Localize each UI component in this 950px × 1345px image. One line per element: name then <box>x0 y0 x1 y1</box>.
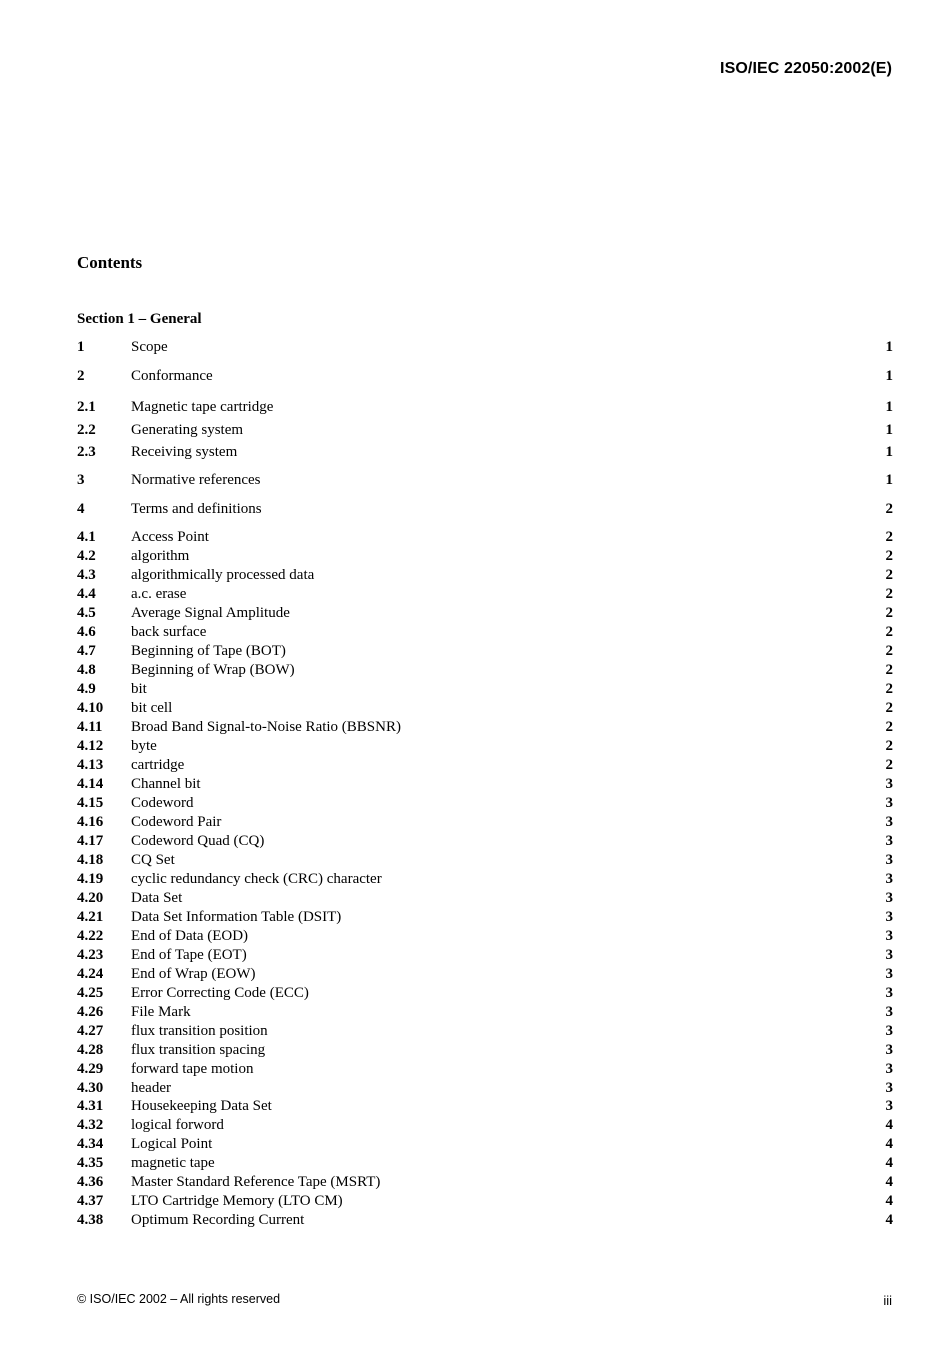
toc-entry-page: 1 <box>885 444 893 460</box>
toc-entry-number: 4.12 <box>77 738 104 754</box>
toc-entry[interactable] <box>77 1097 893 1116</box>
toc-entry-title: Magnetic tape cartridge <box>131 399 274 415</box>
toc-entry[interactable] <box>77 1154 893 1173</box>
toc-entry[interactable] <box>77 851 893 870</box>
toc-entry-page: 2 <box>885 548 893 564</box>
toc-entry[interactable] <box>77 585 893 604</box>
toc-entry-number: 4.1 <box>77 529 96 545</box>
toc-entry-page: 2 <box>885 624 893 640</box>
toc-entry-title: Conformance <box>131 368 213 384</box>
section-heading: Section 1 – General <box>77 311 202 327</box>
toc-entry-title: back surface <box>131 624 207 640</box>
toc-entry-title: bit <box>131 681 147 697</box>
toc-entry-title: algorithm <box>131 548 190 564</box>
toc-entry-title: algorithmically processed data <box>131 567 315 583</box>
toc-entry[interactable] <box>77 528 893 547</box>
toc-entry-page: 3 <box>885 1098 893 1114</box>
toc-entry-title: End of Tape (EOT) <box>131 947 247 963</box>
toc-entry-number: 4.24 <box>77 966 104 982</box>
toc-entry[interactable] <box>77 813 893 832</box>
toc-entry[interactable] <box>77 661 893 680</box>
toc-entry-page: 4 <box>885 1193 893 1209</box>
toc-entry-page: 3 <box>885 890 893 906</box>
toc-entry-number: 4 <box>77 501 85 517</box>
toc-entry[interactable] <box>77 870 893 889</box>
toc-entry[interactable] <box>77 794 893 813</box>
toc-entry-title: End of Data (EOD) <box>131 928 249 944</box>
toc-entry-page: 4 <box>885 1117 893 1133</box>
toc-entry[interactable] <box>77 1041 893 1060</box>
toc-entry-number: 4.35 <box>77 1155 104 1171</box>
toc-entry-page: 2 <box>885 757 893 773</box>
toc-entry[interactable] <box>77 965 893 984</box>
toc-entry-page: 3 <box>885 833 893 849</box>
toc-entry-number: 4.2 <box>77 548 96 564</box>
toc-entry-number: 4.11 <box>77 719 103 735</box>
toc-entry-title: Access Point <box>131 529 209 545</box>
toc-entry-number: 4.9 <box>77 681 96 697</box>
toc-entry-number: 2.2 <box>77 422 96 438</box>
toc-entry[interactable] <box>77 832 893 851</box>
toc-entry-title: Beginning of Tape (BOT) <box>131 643 286 659</box>
toc-entry-page: 2 <box>885 529 893 545</box>
toc-entry[interactable] <box>77 889 893 908</box>
toc-entry[interactable] <box>77 367 893 386</box>
toc-entry-number: 1 <box>77 339 85 355</box>
toc-entry-title: Data Set Information Table (DSIT) <box>131 909 342 925</box>
contents-title: Contents <box>77 253 143 272</box>
toc-entry-number: 4.5 <box>77 605 96 621</box>
toc-entry-number: 4.30 <box>77 1080 104 1096</box>
toc-entry-number: 4.14 <box>77 776 104 792</box>
toc-entry[interactable] <box>77 908 893 927</box>
toc-entry-number: 4.23 <box>77 947 104 963</box>
toc-entry-number: 4.29 <box>77 1061 104 1077</box>
toc-entry-page: 3 <box>885 1061 893 1077</box>
toc-entry-title: Scope <box>131 339 168 355</box>
toc-entry-number: 4.32 <box>77 1117 104 1133</box>
toc-entry-page: 4 <box>885 1212 893 1228</box>
toc-entry-title: Receiving system <box>131 444 238 460</box>
toc-entry[interactable] <box>77 338 893 357</box>
toc-entry-title: Codeword Quad (CQ) <box>131 833 265 849</box>
toc-entry-title: LTO Cartridge Memory (LTO CM) <box>131 1193 343 1209</box>
toc-entry-page: 3 <box>885 814 893 830</box>
toc-entry[interactable] <box>77 1003 893 1022</box>
toc-entry[interactable] <box>77 680 893 699</box>
toc-entry-title: logical forword <box>131 1117 224 1133</box>
toc-entry-title: magnetic tape <box>131 1155 215 1171</box>
toc-entry-title: Average Signal Amplitude <box>131 605 290 621</box>
toc-entry-title: Beginning of Wrap (BOW) <box>131 662 295 678</box>
toc-entry-page: 2 <box>885 719 893 735</box>
toc-entry[interactable] <box>77 1192 893 1211</box>
toc-entry-title: Terms and definitions <box>131 501 262 517</box>
toc-entry-title: a.c. erase <box>131 586 187 602</box>
toc-entry-number: 4.38 <box>77 1212 104 1228</box>
toc-entry-number: 4.25 <box>77 985 104 1001</box>
toc-entry-page: 3 <box>885 1042 893 1058</box>
toc-entry[interactable] <box>77 1116 893 1135</box>
toc-entry-page: 2 <box>885 681 893 697</box>
toc-entry[interactable] <box>77 443 893 462</box>
toc-entry[interactable] <box>77 1173 893 1192</box>
toc-entry[interactable] <box>77 984 893 1003</box>
toc-entry-page: 2 <box>885 501 893 517</box>
toc-entry-title: Normative references <box>131 472 261 488</box>
toc-entry-title: bit cell <box>131 700 173 716</box>
toc-entry-title: Channel bit <box>131 776 201 792</box>
toc-entry-number: 4.26 <box>77 1004 104 1020</box>
toc-entry-number: 4.8 <box>77 662 96 678</box>
toc-entry[interactable] <box>77 756 893 775</box>
toc-entry[interactable] <box>77 547 893 566</box>
toc-entry-number: 2.1 <box>77 399 96 415</box>
toc-entry-number: 4.6 <box>77 624 96 640</box>
toc-entry-page: 1 <box>885 399 893 415</box>
toc-entry-page: 3 <box>885 852 893 868</box>
toc-entry-number: 4.4 <box>77 586 96 602</box>
toc-entry-title: File Mark <box>131 1004 191 1020</box>
toc-entry-page: 4 <box>885 1174 893 1190</box>
toc-entry[interactable] <box>77 1079 893 1098</box>
toc-entry-title: End of Wrap (EOW) <box>131 966 256 982</box>
toc-entry[interactable] <box>77 775 893 794</box>
toc-entry-page: 3 <box>885 966 893 982</box>
toc-entry-number: 4.17 <box>77 833 104 849</box>
toc-entry-page: 3 <box>885 776 893 792</box>
toc-entry-number: 4.18 <box>77 852 104 868</box>
toc-entry-title: flux transition position <box>131 1023 268 1039</box>
toc-entry[interactable] <box>77 398 893 417</box>
toc-entry-page: 2 <box>885 738 893 754</box>
toc-entry-title: flux transition spacing <box>131 1042 266 1058</box>
toc-entry-number: 4.28 <box>77 1042 104 1058</box>
toc-entry-page: 1 <box>885 422 893 438</box>
toc-entry-number: 4.16 <box>77 814 104 830</box>
toc-entry[interactable] <box>77 566 893 585</box>
toc-entry-page: 3 <box>885 1004 893 1020</box>
toc-entry-title: cartridge <box>131 757 185 773</box>
toc-entry[interactable] <box>77 946 893 965</box>
toc-entry-title: Broad Band Signal-to-Noise Ratio (BBSNR) <box>131 719 401 735</box>
toc-entry-title: Generating system <box>131 422 244 438</box>
toc-entry-title: Logical Point <box>131 1136 213 1152</box>
toc-entry-number: 4.21 <box>77 909 104 925</box>
toc-entry-page: 3 <box>885 947 893 963</box>
toc-entry-page: 3 <box>885 909 893 925</box>
toc-entry-number: 4.37 <box>77 1193 104 1209</box>
toc-entry-page: 1 <box>885 339 893 355</box>
toc-entry-page: 2 <box>885 662 893 678</box>
toc-entry[interactable] <box>77 604 893 623</box>
toc-entry-number: 4.7 <box>77 643 96 659</box>
toc-entry-page: 3 <box>885 1080 893 1096</box>
document-id: ISO/IEC 22050:2002(E) <box>720 60 892 77</box>
footer-copyright: © ISO/IEC 2002 – All rights reserved <box>77 1292 281 1306</box>
toc-entry[interactable] <box>77 1060 893 1079</box>
toc-entry-title: Master Standard Reference Tape (MSRT) <box>131 1174 381 1190</box>
toc-entry[interactable] <box>77 1211 893 1230</box>
toc-entry-number: 3 <box>77 472 85 488</box>
toc-entry[interactable] <box>77 623 893 642</box>
toc-entry-number: 4.34 <box>77 1136 104 1152</box>
toc-entry-number: 4.22 <box>77 928 104 944</box>
toc-entry-page: 3 <box>885 985 893 1001</box>
toc-entry[interactable] <box>77 737 893 756</box>
toc-entry-page: 2 <box>885 605 893 621</box>
toc-entry-title: Data Set <box>131 890 183 906</box>
toc-entry-page: 2 <box>885 643 893 659</box>
toc-entry-title: Optimum Recording Current <box>131 1212 305 1228</box>
toc-entry-number: 4.10 <box>77 700 104 716</box>
toc-entry-page: 3 <box>885 871 893 887</box>
toc-entry-page: 4 <box>885 1155 893 1171</box>
toc-entry-number: 4.15 <box>77 795 104 811</box>
toc-entry-number: 4.20 <box>77 890 104 906</box>
toc-entry-title: Housekeeping Data Set <box>131 1098 272 1114</box>
toc-entry-number: 4.27 <box>77 1023 104 1039</box>
toc-entry-page: 3 <box>885 928 893 944</box>
toc-entry-number: 4.19 <box>77 871 104 887</box>
toc-entry-title: Codeword Pair <box>131 814 222 830</box>
toc-entry-number: 2.3 <box>77 444 96 460</box>
toc-entry[interactable] <box>77 718 893 737</box>
toc-entry-number: 4.3 <box>77 567 96 583</box>
toc-entry-title: header <box>131 1080 171 1096</box>
toc-entry-title: byte <box>131 738 157 754</box>
toc-entry-page: 1 <box>885 368 893 384</box>
toc-entry-page: 3 <box>885 1023 893 1039</box>
toc-entry-title: cyclic redundancy check (CRC) character <box>131 871 382 887</box>
footer-page-number: iii <box>883 1293 892 1308</box>
toc-entry[interactable] <box>77 1022 893 1041</box>
toc-entry-page: 2 <box>885 586 893 602</box>
toc-entry-page: 3 <box>885 795 893 811</box>
toc-entry[interactable] <box>77 699 893 718</box>
toc-entry-number: 4.36 <box>77 1174 104 1190</box>
toc-entry-page: 2 <box>885 700 893 716</box>
toc-entry-title: Error Correcting Code (ECC) <box>131 985 309 1001</box>
toc-entry-number: 2 <box>77 368 85 384</box>
toc-entry-number: 4.31 <box>77 1098 104 1114</box>
toc-entry[interactable] <box>77 927 893 946</box>
toc-entry[interactable] <box>77 642 893 661</box>
toc-entry-title: Codeword <box>131 795 194 811</box>
toc-entry-title: forward tape motion <box>131 1061 254 1077</box>
toc-entry-page: 1 <box>885 472 893 488</box>
toc-entry[interactable] <box>77 471 893 490</box>
toc-entry-page: 4 <box>885 1136 893 1152</box>
toc-entry-number: 4.13 <box>77 757 104 773</box>
toc-entry[interactable] <box>77 500 893 519</box>
toc-entry[interactable] <box>77 421 893 440</box>
toc-entry-page: 2 <box>885 567 893 583</box>
toc-entry[interactable] <box>77 1135 893 1154</box>
toc-entry-title: CQ Set <box>131 852 175 868</box>
